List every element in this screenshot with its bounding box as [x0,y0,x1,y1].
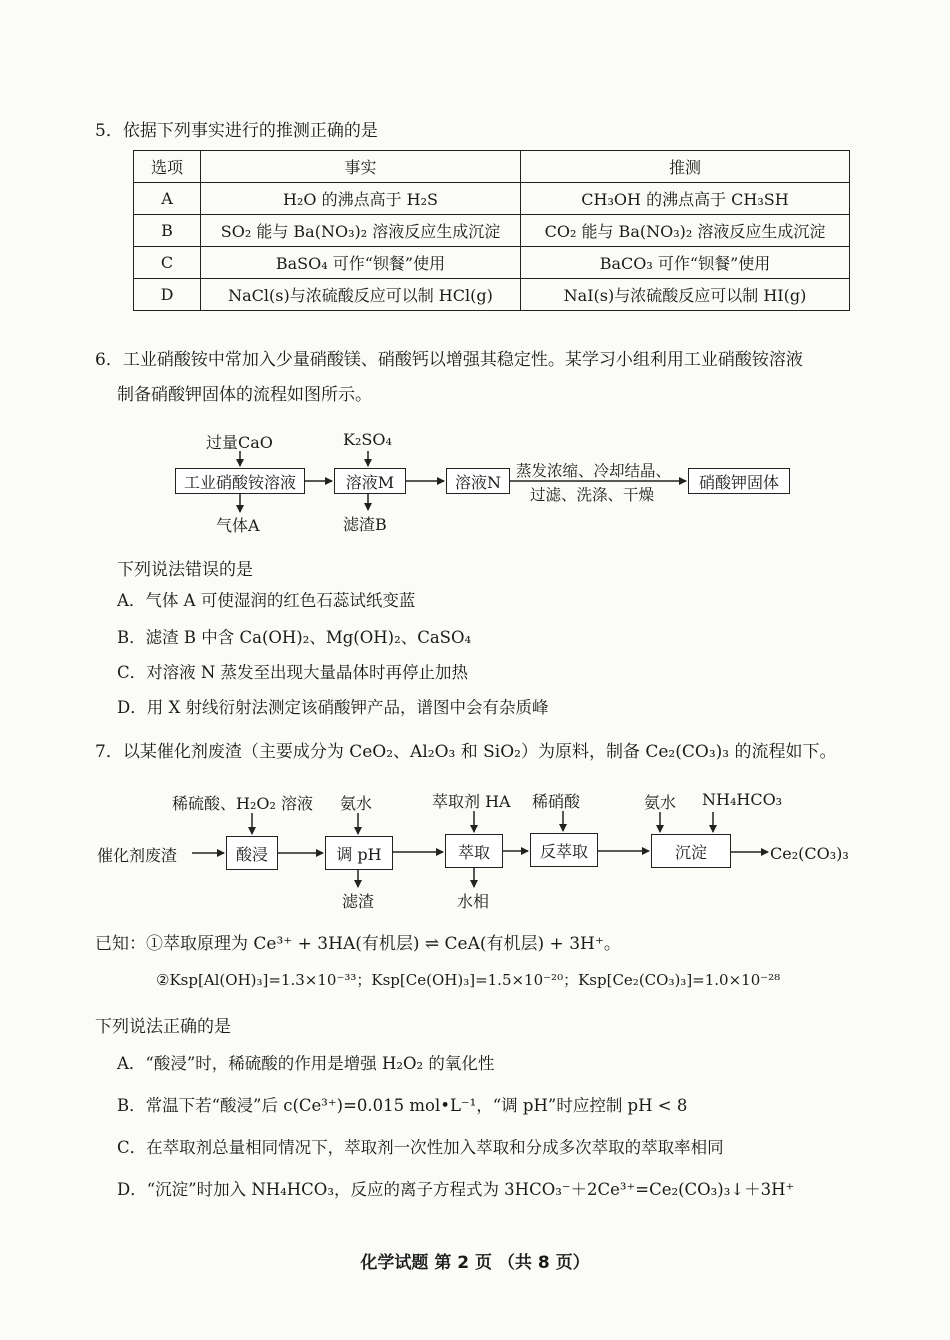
header-guess: 推测 [521,151,850,183]
row-option: B [134,215,201,247]
q7-box-acid-leach: 酸浸 [226,836,278,870]
row-guess: NaI(s)与浓硫酸反应可以制 HI(g) [521,279,850,311]
page-footer: 化学试题 第 2 页 （共 8 页） [360,1253,590,1273]
q7-input-nitric-acid: 稀硝酸 [532,792,581,811]
q6-stem-line1: 6．工业硝酸铵中常加入少量硝酸镁、硝酸钙以增强其稳定性。某学习小组利用工业硝酸铵溶液 [95,350,803,370]
row-fact: H₂O 的沸点高于 H₂S [201,183,521,215]
q7-known-1: 已知：①萃取原理为 Ce³⁺ + 3HA(有机层) ⇌ CeA(有机层) + 3H⁺。 [95,934,621,954]
table-row [134,247,850,279]
q6-option-c: C．对溶液 N 蒸发至出现大量晶体时再停止加热 [117,663,469,682]
q6-box-solution-n: 溶液N [446,468,510,494]
q7-option-b: B．常温下若“酸浸”后 c(Ce³⁺)=0.015 mol•L⁻¹，“调 pH”时应控制 pH < 8 [117,1096,688,1115]
q6-input-k2so4: K₂SO₄ [343,430,392,449]
q7-box-adjust-ph: 调 pH [325,836,393,870]
table-row [134,279,850,311]
q7-input-acid-h2o2: 稀硫酸、H₂O₂ 溶液 [172,794,313,813]
q5-table [133,150,850,311]
q7-option-d: D．“沉淀”时加入 NH₄HCO₃，反应的离子方程式为 3HCO₃⁻＋2Ce³⁺=Ce₂(CO₃)₃↓＋3H⁺ [117,1180,795,1199]
q7-prompt: 下列说法正确的是 [95,1017,231,1037]
header-fact: 事实 [201,151,521,183]
q7-input-nh4hco3: NH₄HCO₃ [702,790,783,809]
q6-option-d: D．用 X 射线衍射法测定该硝酸钾产品，谱图中会有杂质峰 [117,698,549,717]
q7-stem: 7．以某催化剂废渣（主要成分为 CeO₂、Al₂O₃ 和 SiO₂）为原料，制备 Ce₂(CO₃)₃ 的流程如下。 [95,742,837,762]
q6-step-bottom: 过滤、洗涤、干燥 [530,486,655,504]
q6-box-nh4no3-solution: 工业硝酸铵溶液 [175,468,305,494]
q5-stem: 5．依据下列事实进行的推测正确的是 [95,121,378,141]
q7-input-ammonia-2: 氨水 [644,793,677,812]
q7-input-ammonia: 氨水 [340,794,373,813]
header-option: 选项 [134,151,201,183]
row-fact: SO₂ 能与 Ba(NO₃)₂ 溶液反应生成沉淀 [201,215,521,247]
q7-option-a: A．“酸浸”时，稀硫酸的作用是增强 H₂O₂ 的氧化性 [117,1054,495,1073]
q7-known-2: ②Ksp[Al(OH)₃]=1.3×10⁻³³；Ksp[Ce(OH)₃]=1.5×10⁻²⁰；Ksp[Ce₂(CO₃)₃]=1.0×10⁻²⁸ [156,971,781,989]
q7-option-c: C．在萃取剂总量相同情况下，萃取剂一次性加入萃取和分成多次萃取的萃取率相同 [117,1138,724,1157]
row-guess: CH₃OH 的沸点高于 CH₃SH [521,183,850,215]
row-fact: NaCl(s)与浓硫酸反应可以制 HCl(g) [201,279,521,311]
q6-step-top: 蒸发浓缩、冷却结晶、 [516,462,672,480]
q7-input-extractant: 萃取剂 HA [432,792,511,811]
table-row [134,183,850,215]
q6-option-a: A．气体 A 可使湿润的红色石蕊试纸变蓝 [117,591,416,610]
row-option: C [134,247,201,279]
q6-option-b: B．滤渣 B 中含 Ca(OH)₂、Mg(OH)₂、CaSO₄ [117,628,472,647]
q6-output-residue-b: 滤渣B [343,515,387,534]
q7-output-aqueous: 水相 [457,892,490,911]
q7-end-product: Ce₂(CO₃)₃ [770,844,849,863]
row-option: D [134,279,201,311]
q6-prompt: 下列说法错误的是 [117,560,253,580]
q6-input-cao: 过量CaO [206,433,273,452]
row-guess: BaCO₃ 可作“钡餐”使用 [521,247,850,279]
q7-start-waste: 催化剂废渣 [97,846,178,865]
q7-output-residue: 滤渣 [342,892,375,911]
q7-box-precipitate: 沉淀 [651,834,731,868]
table-header-row [134,151,850,183]
q6-box-kno3-solid: 硝酸钾固体 [688,468,790,494]
row-fact: BaSO₄ 可作“钡餐”使用 [201,247,521,279]
q7-box-extract: 萃取 [445,834,503,868]
row-guess: CO₂ 能与 Ba(NO₃)₂ 溶液反应生成沉淀 [521,215,850,247]
q7-box-back-extract: 反萃取 [530,833,598,867]
q6-box-solution-m: 溶液M [334,468,406,494]
q6-stem-line2: 制备硝酸钾固体的流程如图所示。 [117,385,372,405]
q6-output-gas-a: 气体A [216,516,260,535]
table-row [134,215,850,247]
row-option: A [134,183,201,215]
